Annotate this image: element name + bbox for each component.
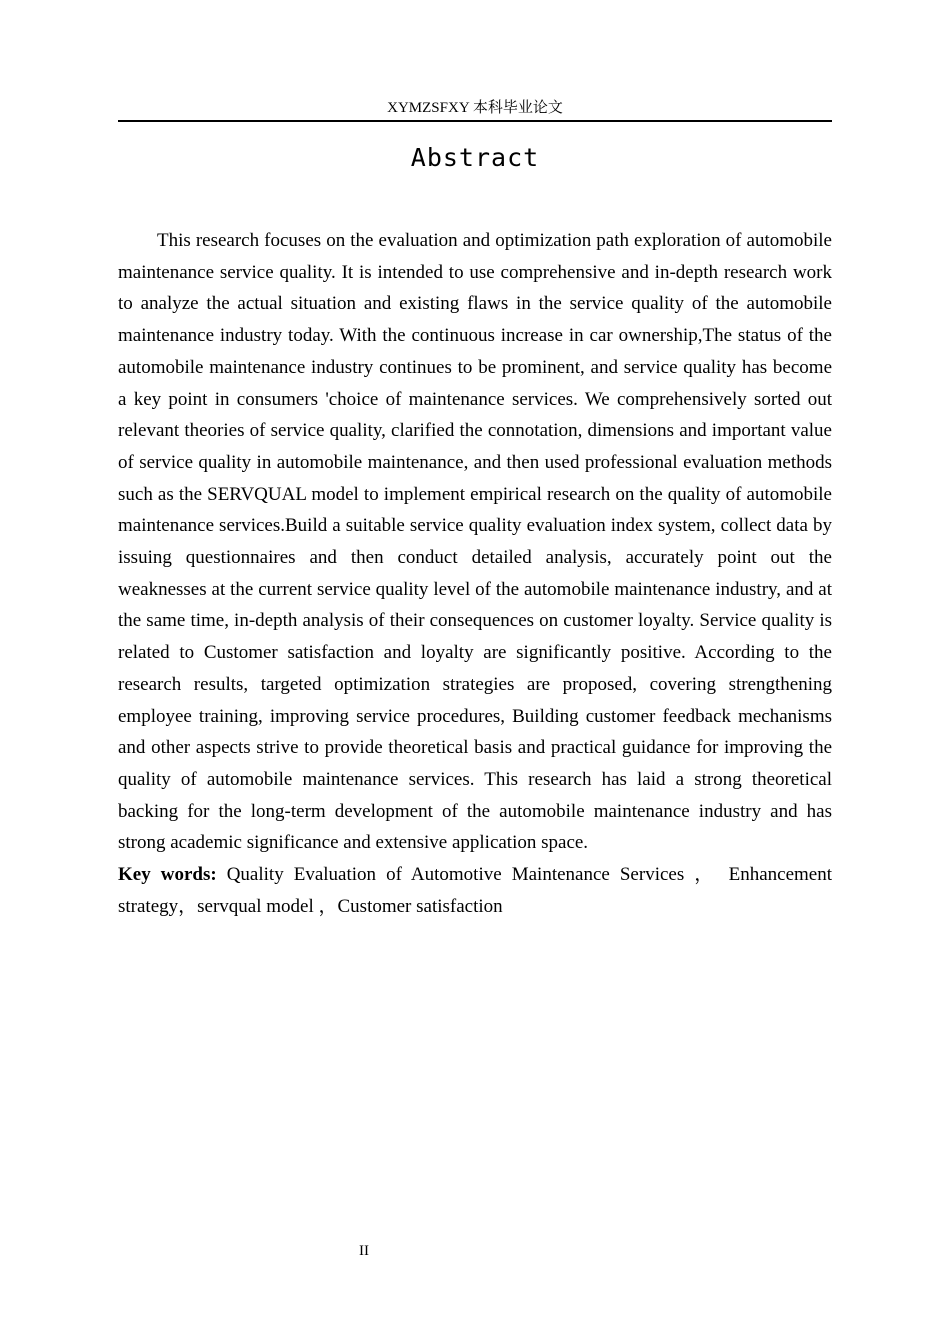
page-title: Abstract bbox=[410, 143, 540, 172]
header-title: XYMZSFXY 本科毕业论文 bbox=[387, 100, 563, 116]
keywords-text: Quality Evaluation of Automotive Maintenance Services ， Enhancement strategy，servqual model ，Customer satisfaction bbox=[118, 864, 832, 917]
keywords-paragraph bbox=[118, 859, 832, 922]
page-number: II bbox=[359, 1243, 369, 1259]
keywords-label: Key words: bbox=[118, 864, 217, 886]
page-header bbox=[118, 0, 832, 122]
abstract-paragraph: This research focuses on the evaluation and optimization path exploration of automobile maintenance service quality. It is intended to use comprehensive and in-depth research work to analyze the actual situation and existing flaws in the service quality of the automobile maintenance industry today. With the continuous increase in car ownership,The status of the automobile maintenance industry continues to be prominent, and service quality has become a key point in consumers 'choice of maintenance services. We comprehensively sorted out relevant theories of service quality, clarified the connotation, dimensions and important value of service quality in automobile maintenance, and then used professional evaluation methods such as the SERVQUAL model to implement empirical research on the quality of automobile maintenance services.Build a suitable service quality evaluation index system, collect data by issuing questionnaires and then conduct detailed analysis, accurately point out the weaknesses at the current service quality level of the automobile maintenance industry, and at the same time, in-depth analysis of their consequences on customer loyalty. Service quality is related to Customer satisfaction and loyalty are significantly positive. According to the research results, targeted optimization strategies are proposed, covering strengthening employee training, improving service procedures, Building customer feedback mechanisms and other aspects strive to provide theoretical basis and practical guidance for improving the quality of automobile maintenance services. This research has laid a strong theoretical backing for the long-term development of the automobile maintenance industry and has strong academic significance and extensive application space. bbox=[118, 230, 832, 854]
